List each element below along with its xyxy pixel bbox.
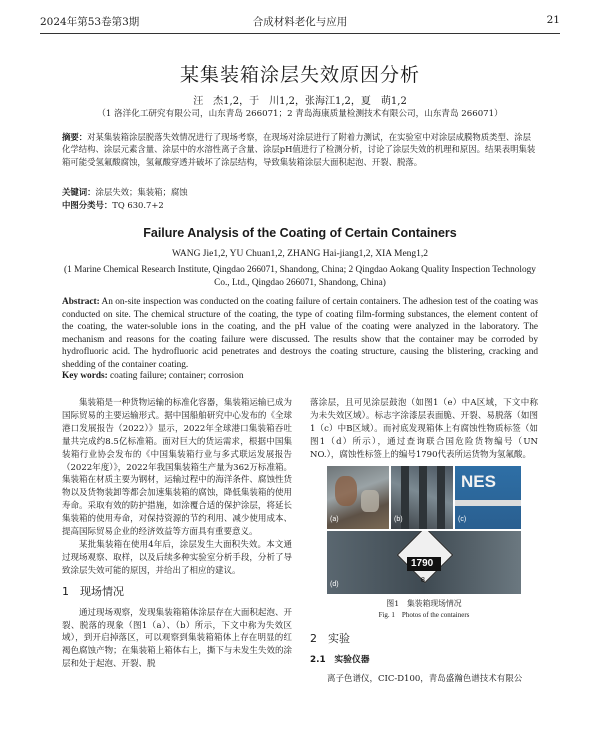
keywords-zh [62,186,538,198]
keywords-en [62,371,538,381]
photo-panel-a [327,466,389,529]
section-heading: 2 实验 [310,632,350,646]
abstract-zh [62,131,538,168]
abstract-text-zh: 对某集装箱涂层脱落失效情况进行了现场考察，在现场对涂层进行了附着力测试，在实验室中对涂层成膜物质类型、涂层化学结构、涂层元素含量、涂层中的水溶性离子含量、涂层pH值进行了检测分析，讨论了涂层失效的机理和原因。结果表明集装箱可能受氢氟酸腐蚀，氢氟酸穿透并破坏了涂层结构，导致集装箱涂层大面积起泡、开裂、脱落。 [62,132,536,167]
figure-1 [327,466,521,594]
paper-title-en: Failure Analysis of the Coating of Certain Containers [143,226,457,240]
panel-label-d: (d) [330,580,339,588]
abstract-en [62,296,538,372]
body-paragraph: 通过现场观察，发现集装箱箱体涂层存在大面积起泡、开裂、脱落的现象（图1（a）、（b）所示，下文中称为失效区域），到开启掉落区，可以观察到集装箱箱体上存在明显的红褐色腐蚀产物；在集装箱上箱体右上，撕下与未发生失效的涂层和处于起泡、开裂、脱 [62,607,292,670]
subsection-heading: 2.1 实验仪器 [310,655,370,666]
panel-label-c: (c) [458,515,467,523]
right-column [310,397,538,686]
issue-info: 2024年第53卷第3期 [40,16,140,28]
affiliation-zh: （1 洛洋化工研究有限公司，山东青岛 266071；2 青岛海康质量检测技术有限公司，山东青岛 266071） [97,109,503,119]
photo-panel-c [455,466,521,529]
keywords-label-en: Key words: [62,371,108,381]
paper-title-zh: 某集装箱涂层失效原因分析 [179,64,420,86]
body-paragraph: 集装箱是一种货物运输的标准化容器，集装箱运输已成为国际贸易的主要运输形式。据中国船舶研究中心发布的《全球港口发展报告（2022）》显示，2022年全球港口集装箱吞吐量共完成约8.5亿标准箱。面对巨大的货运需求，根据中国集装箱行业协会发布的《中国集装箱行业与多式联运发展报告（2022年度）》，2022年我国集装箱生产量为362万标准箱。集装箱在材质主要为钢材，运输过程中的海洋条件、腐蚀性货物以及货物装卸等都会加速集装箱的腐蚀，降低集装箱的使用寿命。采取有效的防护措施，如涂覆合适的保护涂层，将延长集装箱的使用寿命，对保持资源的节约利用、减少使用成本、提高国际贸易企业的经济效益等方面具有重要意义。 [62,398,292,538]
authors-en: WANG Jie1,2, YU Chuan1,2, ZHANG Hai-jiang1,2, XIA Meng1,2 [171,249,429,259]
journal-name: 合成材料老化与应用 [252,16,348,28]
keywords-text-zh: 涂层失效；集装箱；腐蚀 [95,187,188,197]
abstract-label-en: Abstract: [62,297,100,307]
left-column [62,397,292,671]
classification-zh [62,199,538,211]
container-marking-text: NES [461,471,496,491]
hazard-class-number: 8 [421,576,425,584]
body-paragraph: 落涂层，且可见涂层鼓泡（如图1（e）中A区域，下文中称为未失效区域）。标志字涂漆层表面脆、开裂、易脱落（如图1（c）中B区域）。而衬底发现箱体上有腐蚀性物质标签（如图1（d）所示），通过查询联合国危险货物编号（UN NO.），腐蚀性标签上的编号1790代表所运货物为氢氟酸。 [310,398,538,460]
body-paragraph: 离子色谱仪，CIC-D100，青岛盛瀚色谱技术有限公 [327,674,523,685]
body-paragraph: 某批集装箱在使用4年后，涂层发生大面积失效。本文通过现场观察、取样，以及后续多种实验室分析手段，分析了导致涂层失效可能的原因，并给出了相应的建议。 [62,539,292,576]
un-number: 1790 [411,557,434,569]
affiliation-en: (1 Marine Chemical Research Institute, Qingdao 266071, Shandong, China; 2 Qingdao Aokang Quality Inspection Technology Co., Ltd., Qingdao 266071, Shandong, China) [64,265,536,288]
photo-panel-b [391,466,453,529]
authors-zh: 汪 杰1,2，于 川1,2，张海江1,2，夏 萌1,2 [193,96,407,107]
header-rule [40,33,560,34]
panel-label-b: (b) [394,515,403,523]
abstract-text-en: An on-site inspection was conducted on the coating failure of certain containers. The adhesion test of the coating was conducted on site. The chemical structure of the coating, the type of coating film-forming substances, the element content of the coating, the water-soluble ions in the coating, and the pH value of the coating were analyzed in the laboratory. The mechanism and reasons for the coating failure were discussed. The results show that the container may be corroded by hydrofluoric acid. The hydrofluoric acid penetrates and destroys the coating structure, causing the blistering, cracking and shedding of the container coating. [62,297,539,370]
abstract-label-zh: 摘要： [62,132,88,142]
class-number: TQ 630.7+2 [112,200,164,210]
photo-panel-d [327,531,521,594]
figure-caption-zh: 图1 集装箱现场情况 [386,598,462,608]
keywords-label-zh: 关键词： [62,187,96,197]
section-heading: 1 现场情况 [62,584,124,598]
running-header [40,14,560,32]
figure-caption-en: Fig. 1 Photos of the containers [378,610,470,619]
keywords-text-en: coating failure; container; corrosion [110,371,244,381]
panel-label-a: (a) [330,515,339,523]
page-number: 21 [546,14,560,26]
class-label-zh: 中图分类号： [62,200,113,210]
